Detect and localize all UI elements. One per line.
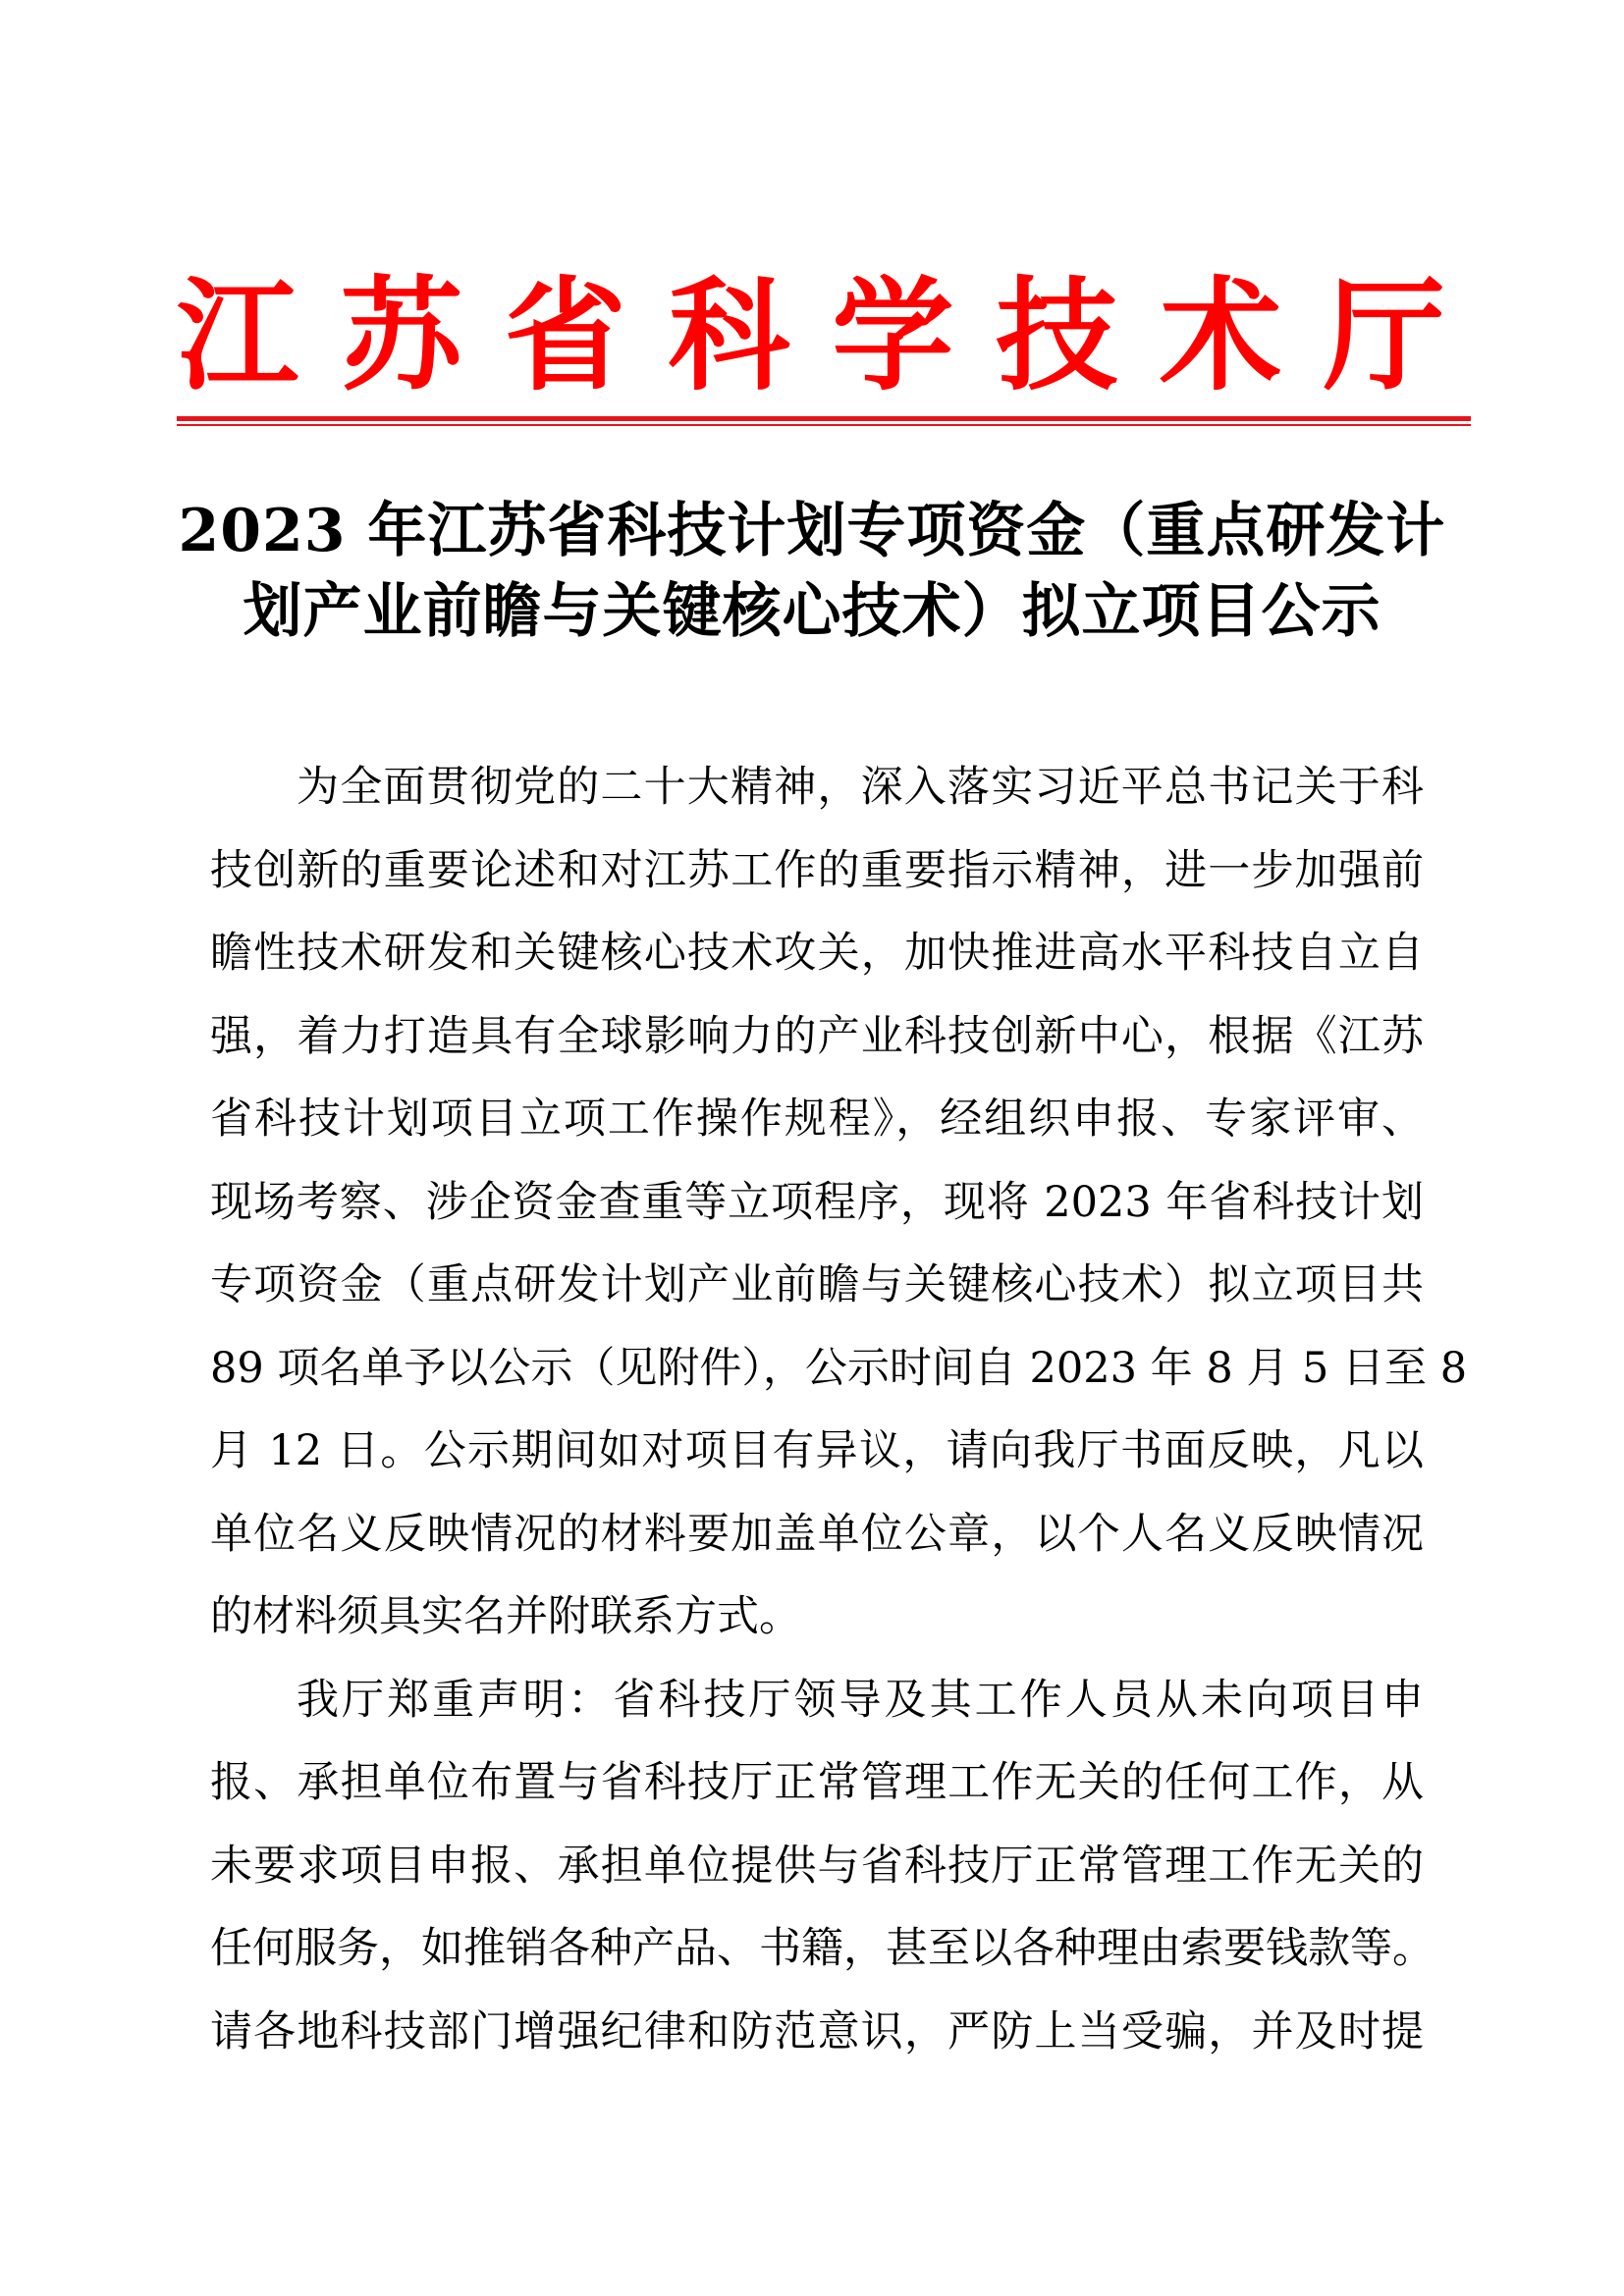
masthead-title [177, 263, 1445, 410]
paragraph-line: 的材料须具实名并附联系方式。 [210, 1592, 801, 1641]
paragraph-line: 现场考察、涉企资金查重等立项程序，现将 2023 年省科技计划 [210, 1177, 1424, 1227]
document-body [210, 746, 1468, 2073]
paragraph-line: 月 12 日。公示期间如对项目有异议，请向我厅书面反映，凡以 [210, 1426, 1424, 1475]
paragraph-line: 瞻性技术研发和关键核心技术攻关，加快推进高水平科技自立自 [210, 929, 1424, 978]
paragraph-line: 单位名义反映情况的材料要加盖单位公章，以个人名义反映情况 [210, 1509, 1424, 1559]
paragraph-line: 技创新的重要论述和对江苏工作的重要指示精神，进一步加强前 [210, 845, 1424, 895]
masthead-char: 厅 [1323, 266, 1445, 407]
masthead-char: 科 [668, 266, 790, 407]
paragraph-line: 未要求项目申报、承担单位提供与省科技厅正常管理工作无关的 [210, 1841, 1424, 1891]
masthead-char: 苏 [340, 266, 462, 407]
paragraph-line: 省科技计划项目立项工作操作规程》，经组织申报、专家评审、 [210, 1095, 1424, 1144]
paragraph-line: 为全面贯彻党的二十大精神，深入落实习近平总书记关于科 [297, 763, 1424, 812]
masthead-char: 学 [832, 266, 954, 407]
paragraph-1 [210, 746, 1468, 1659]
masthead-char: 技 [996, 266, 1118, 407]
paragraph-line: 专项资金（重点研发计划产业前瞻与关键核心技术）拟立项目共 [210, 1260, 1424, 1309]
paragraph-line: 任何服务，如推销各种产品、书籍，甚至以各种理由索要钱款等。 [210, 1924, 1435, 1973]
document-title [167, 491, 1457, 652]
masthead-char: 省 [504, 266, 626, 407]
title-line-2: 划产业前瞻与关键核心技术）拟立项目公示 [243, 577, 1381, 646]
title-line-1: 2023 年江苏省科技计划专项资金（重点研发计 [178, 497, 1446, 565]
paragraph-2 [210, 1659, 1435, 2074]
masthead-char: 术 [1160, 266, 1282, 407]
paragraph-line: 强，着力打造具有全球影响力的产业科技创新中心，根据《江苏 [210, 1011, 1424, 1061]
masthead-char: 江 [177, 266, 299, 407]
paragraph-line: 89 项名单予以公示（见附件），公示时间自 2023 年 8 月 5 日至 8 [210, 1343, 1468, 1393]
paragraph-line: 请各地科技部门增强纪律和防范意识，严防上当受骗，并及时提 [210, 2006, 1424, 2056]
red-divider-thin [177, 424, 1471, 426]
paragraph-line: 报、承担单位布置与省科技厅正常管理工作无关的任何工作，从 [210, 1758, 1424, 1807]
red-divider-thick [177, 416, 1471, 421]
paragraph-line: 我厅郑重声明：省科技厅领导及其工作人员从未向项目申 [297, 1675, 1424, 1725]
